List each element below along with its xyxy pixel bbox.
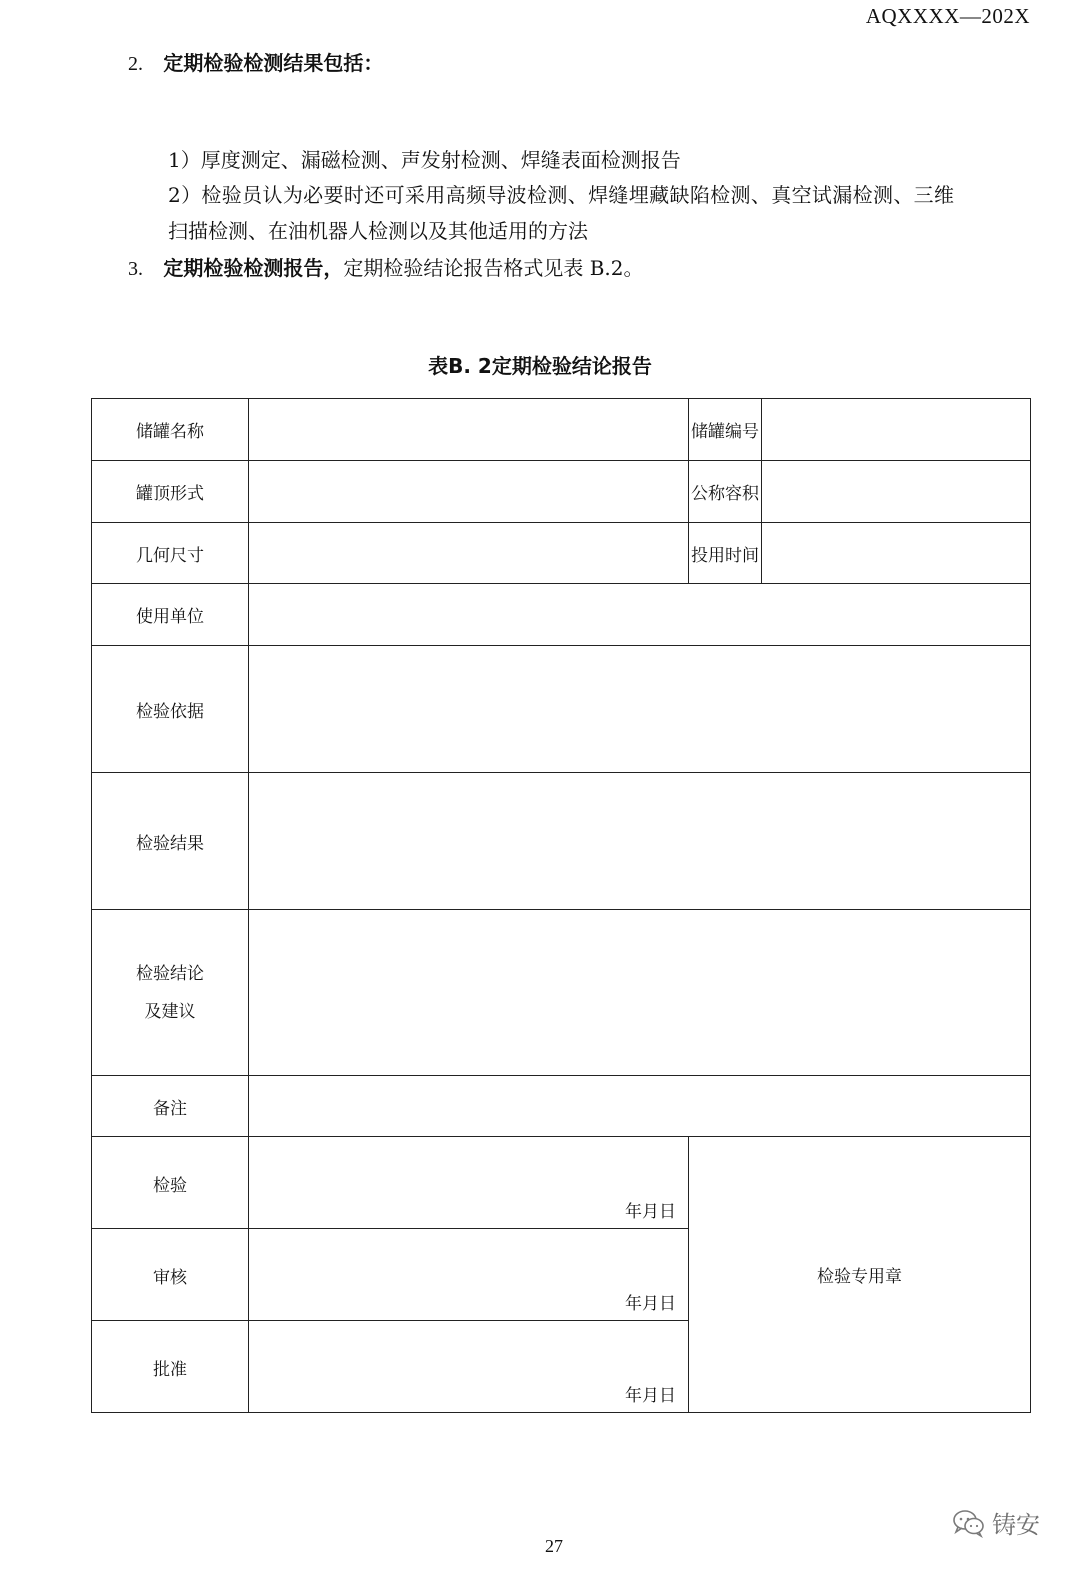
section-item-3 <box>128 250 644 287</box>
label-tank-number: 储罐编号 <box>689 399 762 461</box>
label-inspect <box>92 1137 249 1229</box>
table-row <box>92 1137 1031 1229</box>
label-review <box>92 1229 249 1321</box>
table-row <box>92 523 1031 584</box>
table-row <box>92 584 1031 646</box>
watermark <box>952 1505 1040 1540</box>
date-label: 年月日 <box>625 1294 676 1314</box>
label-review-text: 审核 <box>153 1268 187 1288</box>
page-number: 27 <box>545 1536 563 1556</box>
value-nominal-volume[interactable] <box>762 461 1031 523</box>
table-row <box>92 399 1031 461</box>
value-review[interactable] <box>249 1229 689 1321</box>
label-roof-type: 罐顶形式 <box>92 461 249 523</box>
label-conclusion-line1: 检验结论 <box>136 963 204 984</box>
value-tank-number[interactable] <box>762 399 1031 461</box>
chat-bubbles-icon <box>952 1508 986 1538</box>
label-approve <box>92 1321 249 1413</box>
date-label: 年月日 <box>625 1386 676 1406</box>
item-number: 3. <box>128 258 143 280</box>
value-user-unit[interactable] <box>249 584 1031 646</box>
table-title: 表B. 2定期检验结论报告 <box>428 354 652 378</box>
item-number: 2. <box>128 53 143 75</box>
label-tank-name: 储罐名称 <box>92 399 249 461</box>
table-row <box>92 773 1031 910</box>
value-inspect[interactable] <box>249 1137 689 1229</box>
label-conclusion-line2: 及建议 <box>144 1001 196 1022</box>
item-title: 定期检验检测结果包括： <box>163 51 384 75</box>
value-commission-time[interactable] <box>762 523 1031 584</box>
label-conclusion <box>92 910 249 1076</box>
sub-item-2-continued: 扫描检测、在油机器人检测以及其他适用的方法 <box>168 219 588 243</box>
value-roof-type[interactable] <box>249 461 689 523</box>
label-basis: 检验依据 <box>92 646 249 773</box>
watermark-text: 铸安 <box>992 1511 1040 1539</box>
label-user-unit: 使用单位 <box>92 584 249 646</box>
label-approve-text: 批准 <box>153 1360 187 1380</box>
value-result[interactable] <box>249 773 1031 910</box>
table-row <box>92 1076 1031 1137</box>
label-inspect-text: 检验 <box>153 1176 187 1196</box>
value-remarks[interactable] <box>249 1076 1031 1137</box>
table-row <box>92 646 1031 773</box>
label-remarks: 备注 <box>92 1076 249 1137</box>
section-item-2 <box>128 45 383 82</box>
label-result: 检验结果 <box>92 773 249 910</box>
label-commission-time: 投用时间 <box>689 523 762 584</box>
table-row <box>92 910 1031 1076</box>
value-conclusion[interactable] <box>249 910 1031 1076</box>
sub-item-1: 1）厚度测定、漏磁检测、声发射检测、焊缝表面检测报告 <box>168 148 681 172</box>
sub-item-2: 2）检验员认为必要时还可采用高频导波检测、焊缝埋藏缺陷检测、真空试漏检测、三维 <box>168 183 955 207</box>
value-tank-name[interactable] <box>249 399 689 461</box>
value-geometry[interactable] <box>249 523 689 584</box>
value-basis[interactable] <box>249 646 1031 773</box>
label-geometry: 几何尺寸 <box>92 523 249 584</box>
value-approve[interactable] <box>249 1321 689 1413</box>
label-nominal-volume: 公称容积 <box>689 461 762 523</box>
inspection-conclusion-table <box>91 398 1031 1413</box>
seal-cell: 检验专用章 <box>689 1137 1031 1413</box>
date-label: 年月日 <box>625 1202 676 1222</box>
document-code: AQXXXX—202X <box>865 4 1030 28</box>
item-title: 定期检验检测报告， <box>163 256 344 280</box>
table-row <box>92 461 1031 523</box>
item-text: 定期检验结论报告格式见表 B.2。 <box>343 256 644 280</box>
